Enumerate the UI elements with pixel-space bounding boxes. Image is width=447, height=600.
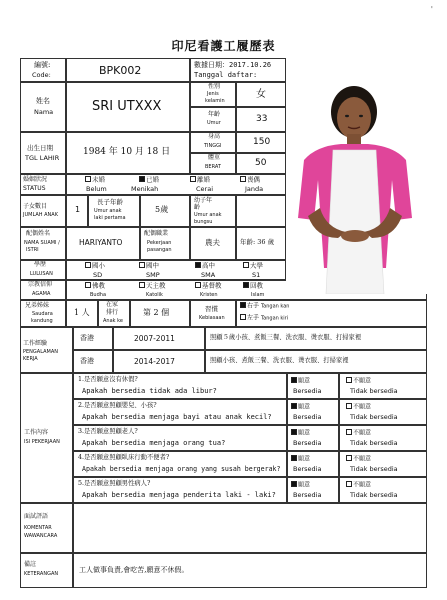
experience-label-en2: KERJA <box>23 356 38 362</box>
weight-value-cell <box>236 153 286 174</box>
checkbox-widowed[interactable] <box>240 176 246 182</box>
spouse-job-value: 農夫 <box>205 238 220 247</box>
experience-row-2-desc-cell <box>205 350 427 373</box>
willingness-label-cn: 工作內容 <box>24 429 49 436</box>
siblings-label-cell <box>20 300 66 327</box>
remarks-label-cell <box>20 553 73 588</box>
education-option-sma[interactable]: 高中 <box>195 262 215 269</box>
checkbox-q1-yes[interactable] <box>291 377 297 383</box>
applicant-photo-illustration <box>286 68 427 294</box>
remarks-label-en: KETERANGAN <box>24 571 59 577</box>
experience-row-1-desc: 照顧５歲小孩、煮飯三餐、洗衣服、燙衣服、打掃家裡 <box>210 334 362 341</box>
children-label-cell <box>20 195 66 227</box>
religion-option-islam-en: Islam <box>251 292 265 298</box>
gender-value-cell <box>236 82 286 107</box>
checkbox-s1[interactable] <box>243 262 249 268</box>
education-option-smp-en: SMP <box>146 271 160 279</box>
religion-label-en: AGAMA <box>32 291 51 297</box>
weight-label: 體重 <box>208 154 221 161</box>
spouse-label-en2: ISTRI <box>26 247 39 253</box>
marital-label-cell <box>20 174 66 195</box>
answer-3-no[interactable]: 不願意 <box>346 429 371 437</box>
answer-4-no-cell[interactable] <box>339 451 427 477</box>
birth-value: 1984 年 10 月 18 日 <box>83 147 171 157</box>
experience-row-2-place-cell <box>73 350 113 373</box>
spouse-job-label-cell <box>140 227 190 260</box>
siblings-count-cell <box>66 300 98 327</box>
question-5-cn: 5.是否願意照顧男性病人? <box>78 480 151 487</box>
education-option-s1[interactable]: 大學 <box>243 262 263 269</box>
question-5-cell <box>73 477 287 503</box>
checkbox-left-hand[interactable] <box>240 314 246 320</box>
age-value: 33 <box>256 114 268 124</box>
checkbox-kristen[interactable] <box>195 282 201 288</box>
question-1-id: Apakah bersedia tidak ada libur? <box>82 387 217 395</box>
eldest-age-value-cell <box>140 195 190 227</box>
answer-5-yes-en: Bersedia <box>293 491 322 499</box>
answer-4-no[interactable]: 不願意 <box>346 455 371 463</box>
name-value-cell <box>66 82 190 132</box>
question-2-cn: 2.是否願意照顧嬰兒、小孩? <box>78 402 157 409</box>
question-2-cell <box>73 399 287 425</box>
question-1-cn: 1.是否願意沒有休假? <box>78 376 138 383</box>
spouse-job-label-en1: Pekerjaan <box>147 240 172 246</box>
gender-label: 性別 <box>208 83 221 90</box>
checkbox-q3-yes[interactable] <box>291 429 297 435</box>
question-4-id: Apakah bersedia menjaga orang yang susah bergerak? <box>82 465 281 473</box>
weight-value: 50 <box>255 158 267 168</box>
gender-label-cell <box>190 82 236 107</box>
code-label-cell <box>20 58 66 82</box>
eldest-age-label-en2: laki pertama <box>94 215 126 221</box>
checkbox-sd[interactable] <box>85 262 91 268</box>
checkbox-q4-yes[interactable] <box>291 455 297 461</box>
spouse-age-cell <box>236 227 286 260</box>
answer-3-no-cell[interactable] <box>339 425 427 451</box>
remarks-label-cn: 備註 <box>24 561 37 568</box>
spouse-job-value-cell <box>190 227 236 260</box>
marital-option-divorced-en: Cerai <box>196 185 213 193</box>
religion-option-islam[interactable]: 回教 <box>243 282 263 289</box>
comment-label-en1: KOMENTAR <box>24 525 52 531</box>
remarks-value-cell[interactable] <box>73 553 427 588</box>
spouse-label-cn: 配偶姓名 <box>26 230 51 237</box>
answer-1-yes[interactable]: 願意 <box>291 377 310 385</box>
religion-option-budha-en: Budha <box>90 292 107 298</box>
spouse-label-en1: NAMA SUAMI / <box>24 240 60 246</box>
religion-label-cn: 宗教信仰 <box>28 281 53 288</box>
height-label-en: TINGGI <box>204 143 222 149</box>
eldest-age-label: 長子年齡 <box>97 198 123 206</box>
answer-1-no-cell[interactable] <box>339 373 427 399</box>
question-3-cell <box>73 425 287 451</box>
spouse-age: 年齡: 36 歲 <box>240 238 275 246</box>
spouse-job-label: 配偶職業 <box>144 230 169 237</box>
answer-5-no[interactable]: 不願意 <box>346 481 371 489</box>
question-3-id: Apakah bersedia menjaga orang tua? <box>82 439 226 447</box>
gender-label-en2: kelamin <box>205 98 225 104</box>
name-label-cn: 姓名 <box>36 97 50 105</box>
education-options-cell <box>66 260 286 280</box>
youngest-age-label-cell <box>190 195 236 227</box>
checkbox-budha[interactable] <box>85 282 91 288</box>
answer-5-no-en: Tidak bersedia <box>350 491 398 499</box>
answer-4-yes-en: Bersedia <box>293 465 322 473</box>
checkbox-sma[interactable] <box>195 262 201 268</box>
question-4-cell <box>73 451 287 477</box>
marital-label-cn: 婚姻狀況 <box>23 176 48 183</box>
eldest-age-label-cell <box>88 195 140 227</box>
education-option-sma-en: SMA <box>201 271 216 279</box>
experience-row-1-place: 香港 <box>80 334 94 342</box>
children-label-en: JUMLAH ANAK <box>23 212 58 218</box>
sibling-rank-label-cell <box>98 300 130 327</box>
answer-2-no-en: Tidak bersedia <box>350 413 398 421</box>
answer-3-no-en: Tidak bersedia <box>350 439 398 447</box>
willingness-label-en: ISI PEKERJAAN <box>24 439 60 445</box>
answer-5-no-cell[interactable] <box>339 477 427 503</box>
experience-row-1-place-cell <box>73 327 113 350</box>
gender-label-en1: Jenis <box>207 91 219 97</box>
sibling-rank-label-en: Anak ke <box>103 318 123 324</box>
checkbox-q5-yes[interactable] <box>291 481 297 487</box>
experience-label-cn: 工作經驗 <box>23 340 48 347</box>
checkbox-smp[interactable] <box>139 262 145 268</box>
birth-value-cell <box>66 132 190 174</box>
answer-1-yes-cell[interactable] <box>287 373 339 399</box>
experience-row-2-place: 香港 <box>80 357 94 365</box>
eldest-age-value: 5歲 <box>155 205 169 214</box>
checkbox-islam[interactable] <box>243 282 249 288</box>
checkbox-katolik[interactable] <box>139 282 145 288</box>
question-3-cn: 3.是否願意照顧老人? <box>78 428 138 435</box>
siblings-count: 1 人 <box>74 308 90 317</box>
habit-label-en: Kebiasaan <box>199 315 225 321</box>
education-label-en: LULUSAN <box>30 271 53 277</box>
name-label-cell <box>20 82 66 132</box>
gender-value: 女 <box>256 89 266 100</box>
sibling-rank-label-2: 排行 <box>106 309 119 316</box>
page-mark: ' <box>430 5 433 14</box>
education-option-sd-en: SD <box>93 271 103 279</box>
comment-label-cn: 面試評語 <box>24 513 49 520</box>
date-label: 數據日期：2017.10.26 <box>194 61 272 69</box>
page-title: 印尼看護工履歷表 <box>171 39 276 53</box>
experience-row-1-period: 2007-2011 <box>134 334 175 343</box>
answer-2-yes[interactable]: 願意 <box>291 403 310 411</box>
question-1-cell <box>73 373 287 399</box>
answer-4-no-en: Tidak bersedia <box>350 465 398 473</box>
name-value: SRI UTXXX <box>92 99 162 114</box>
habit-option-right[interactable]: 右手 Tangan kan <box>240 302 289 310</box>
experience-label-en1: PENGALAMAN <box>23 349 59 355</box>
habit-label-cell <box>190 300 236 327</box>
code-value: BPK002 <box>99 64 142 77</box>
checkbox-single[interactable] <box>85 176 91 182</box>
youngest-age-value-cell <box>236 195 286 227</box>
checkbox-q4-no[interactable] <box>346 455 352 461</box>
marital-option-widowed[interactable]: 喪偶 <box>240 176 260 183</box>
marital-label-en: STATUS <box>23 185 46 192</box>
education-option-s1-en: S1 <box>252 271 261 279</box>
habit-option-left[interactable]: 左手 Tangan kiri <box>240 314 288 322</box>
children-count-cell <box>66 195 88 227</box>
date-cell <box>190 58 286 82</box>
answer-2-no[interactable]: 不願意 <box>346 403 371 411</box>
education-option-sd[interactable]: 國小 <box>85 262 105 269</box>
age-label: 年齡 <box>208 111 221 118</box>
question-5-id: Apakah bersedia menjaga penderita laki - laki? <box>82 491 276 499</box>
marital-option-divorced[interactable]: 離婚 <box>190 176 210 183</box>
experience-row-1-period-cell <box>113 327 205 350</box>
answer-4-yes-cell[interactable] <box>287 451 339 477</box>
marital-option-single[interactable]: 未婚 <box>85 176 105 183</box>
siblings-label-en2: kandung <box>31 318 53 324</box>
religion-option-katolik-en: Katolik <box>146 292 163 298</box>
checkbox-right-hand[interactable] <box>240 302 246 308</box>
religion-label-cell <box>20 280 66 300</box>
marital-option-widowed-en: Janda <box>245 185 264 193</box>
education-label-cn: 學歷 <box>34 261 47 268</box>
experience-row-2-period-cell <box>113 350 205 373</box>
education-label-cell <box>20 260 66 280</box>
code-label-cn: 編號: <box>34 61 51 69</box>
checkbox-q2-yes[interactable] <box>291 403 297 409</box>
experience-row-1-desc-cell <box>205 327 427 350</box>
sibling-rank-label-1: 在家 <box>106 301 119 308</box>
answer-1-yes-en: Bersedia <box>293 387 322 395</box>
code-label-en: Code: <box>32 71 51 79</box>
education-option-smp[interactable]: 國中 <box>139 262 159 269</box>
eldest-age-label-en1: Umur anak <box>94 208 122 214</box>
weight-label-cell <box>190 153 236 174</box>
religion-option-budha[interactable]: 佛教 <box>85 282 105 289</box>
spouse-name: HARIYANTO <box>79 238 123 247</box>
checkbox-q3-no[interactable] <box>346 429 352 435</box>
answer-3-yes-en: Bersedia <box>293 439 322 447</box>
youngest-age-label-en1: Umur anak <box>194 212 222 218</box>
habit-label: 習慣 <box>205 305 218 313</box>
age-label-cell <box>190 107 236 132</box>
spouse-job-label-en2: pasangan <box>147 247 172 253</box>
question-2-id: Apakah bersedia menjaga bayi atau anak kecil? <box>82 413 272 421</box>
experience-label-cell <box>20 327 73 373</box>
question-4-cn: 4.是否願意照顧臥床行動不便者? <box>78 454 170 461</box>
birth-label-en: TGL LAHIR <box>25 154 60 162</box>
date-label-en: Tanggal daftar: <box>194 71 258 79</box>
willingness-label-cell <box>20 373 73 503</box>
marital-option-married-en: Menikah <box>131 185 159 193</box>
marital-option-single-en: Belum <box>86 185 107 193</box>
remarks-value[interactable]: 工人做事負責,會吃苦,願意不休假。 <box>79 566 189 574</box>
code-value-cell <box>66 58 190 82</box>
birth-label-cell <box>20 132 66 174</box>
weight-label-en: BERAT <box>205 164 221 170</box>
religion-option-kristen-en: Kristen <box>200 292 218 298</box>
answer-2-yes-en: Bersedia <box>293 413 322 421</box>
applicant-photo <box>286 68 427 294</box>
sibling-rank-value: 第 2 個 <box>143 308 170 317</box>
religion-option-katolik[interactable]: 天主教 <box>139 282 166 289</box>
spouse-name-cell <box>66 227 140 260</box>
answer-1-no-en: Tidak bersedia <box>350 387 398 395</box>
habit-options-cell <box>236 300 427 327</box>
siblings-label-en1: Saudara <box>32 311 53 317</box>
sibling-rank-value-cell <box>130 300 190 327</box>
checkbox-q5-no[interactable] <box>346 481 352 487</box>
children-label-cn: 子女數目 <box>23 203 48 210</box>
age-label-en: Umur <box>207 120 221 126</box>
name-label-en: Nama <box>34 108 54 116</box>
answer-5-yes[interactable]: 願意 <box>291 481 310 489</box>
comment-label-en2: WAWANCARA <box>24 533 58 539</box>
answer-2-no-cell[interactable] <box>339 399 427 425</box>
checkbox-q1-no[interactable] <box>346 377 352 383</box>
resume-form <box>20 58 427 588</box>
checkbox-divorced[interactable] <box>190 176 196 182</box>
youngest-age-label-en2: bungsu <box>194 219 213 225</box>
answer-1-no[interactable]: 不願意 <box>346 377 371 385</box>
comment-value-cell[interactable] <box>73 503 427 553</box>
children-count: 1 <box>75 205 81 214</box>
checkbox-q2-no[interactable] <box>346 403 352 409</box>
youngest-age-label: 幼子年 <box>194 197 213 204</box>
birth-label-cn: 出生日期 <box>27 144 53 152</box>
answer-5-yes-cell[interactable] <box>287 477 339 503</box>
age-value-cell <box>236 107 286 132</box>
height-value-cell <box>236 132 286 153</box>
answer-2-yes-cell[interactable] <box>287 399 339 425</box>
height-value: 150 <box>253 137 271 147</box>
experience-row-2-period: 2014-2017 <box>134 357 175 366</box>
answer-4-yes[interactable]: 願意 <box>291 455 310 463</box>
experience-row-2-desc: 照顧小孩、煮飯三餐、洗衣服、燙衣服、打掃家裡 <box>210 357 349 364</box>
comment-label-cell <box>20 503 73 553</box>
youngest-age-label-2: 齡 <box>194 204 201 211</box>
answer-3-yes-cell[interactable] <box>287 425 339 451</box>
answer-3-yes[interactable]: 願意 <box>291 429 310 437</box>
height-label-cell <box>190 132 236 153</box>
checkbox-married[interactable] <box>139 176 145 182</box>
religion-option-kristen[interactable]: 基督教 <box>195 282 222 289</box>
siblings-label-cn: 兄弟姊妹 <box>25 302 50 309</box>
height-label: 身高 <box>208 133 221 140</box>
marital-option-married[interactable]: 已婚 <box>139 176 159 183</box>
spouse-label-cell <box>20 227 66 260</box>
marital-options-cell <box>66 174 286 195</box>
